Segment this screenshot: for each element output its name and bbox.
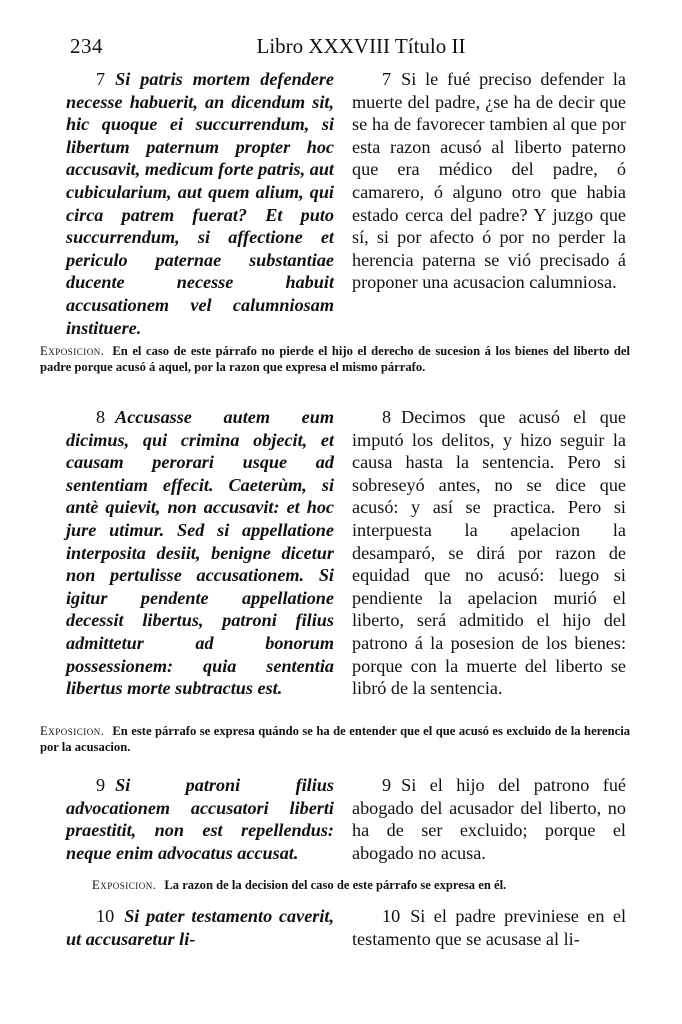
spanish-text: Decimos que acusó el que imputó los delitos, y hizo seguir la causa hasta la sentencia. Pero si sobreseyó antes, no se dice que acusó: y así se practica. Pero si interpuesta la apelacion la desamparó, se dirá por razon de equidad que no acusó: luego si pendiente la apelacion murió el liberto, será admitido el hijo del patrono á la posesion de los bienes: porque con la muerte del liberto se libró de la sentencia. xyxy=(352,407,626,699)
running-title: Libro XXXVIII Título II xyxy=(256,34,466,58)
page-number: 234 xyxy=(70,34,103,58)
section-number: 7 xyxy=(382,69,392,89)
latin-text: Si pater testamento caverit, ut accusaretur li- xyxy=(66,906,334,949)
exposicion-text: En este párrafo se expresa quándo se ha de entender que el que acusó es excluido de la herencia por la acusacion. xyxy=(40,724,630,754)
exposicion-7 xyxy=(40,344,630,375)
spanish-column xyxy=(352,68,626,294)
section-number: 8 xyxy=(96,407,106,427)
section-number: 8 xyxy=(382,407,392,427)
latin-text: Si patroni filius advocationem accusatori liberti praestitit, non est repellendus: neque enim advocatus accusat. xyxy=(66,775,334,863)
section-7 xyxy=(66,68,626,338)
section-number: 7 xyxy=(96,69,106,89)
exposicion-8 xyxy=(40,724,630,755)
page-header xyxy=(70,34,622,64)
latin-column xyxy=(66,68,334,339)
section-8 xyxy=(66,406,626,712)
exposicion-label: Exposicion. xyxy=(92,878,157,892)
exposicion-text: En el caso de este párrafo no pierde el hijo el derecho de sucesion á los bienes del liberto del padre porque acusó á aquel, por la razon que expresa el mismo párrafo. xyxy=(40,344,630,374)
spanish-column xyxy=(352,774,626,864)
latin-column xyxy=(66,774,334,864)
spanish-column xyxy=(352,905,626,950)
section-number: 10 xyxy=(96,906,115,926)
exposicion-text: La razon de la decision del caso de este párrafo se expresa en él. xyxy=(164,878,507,892)
section-10 xyxy=(66,905,626,965)
section-9 xyxy=(66,774,626,864)
spanish-text: Si le fué preciso defender la muerte del padre, ¿se ha de decir que se ha de favorecer tambien al que por esta razon acusó al liberto paterno que era médico del padre, ó camarero, ó alguno otro que habia estado cerca del padre? Y juzgo que sí, si por afecto ó por no perder la herencia paterna se vió precisado á proponer una acusacion calumniosa. xyxy=(352,69,626,293)
spanish-text: Si el padre previniese en el testamento que se acusase al li- xyxy=(352,906,626,949)
exposicion-9 xyxy=(40,878,630,894)
section-number: 10 xyxy=(382,906,401,926)
latin-column xyxy=(66,406,334,700)
latin-text: Accusasse autem eum dicimus, qui crimina objecit, et causam perorari usque ad sententiam effecit. Caeterùm, si antè quievit, non accusavit: et hoc jure utimur. Sed si appellatione interposita desiit, benigne dicetur non pertulisse accusationem. Si igitur pendente appellatione decessit libertus, patroni filius admittetur ad bonorum possessionem: quia sententia libertus morte subtractus est. xyxy=(66,407,334,699)
latin-column xyxy=(66,905,334,950)
latin-text: Si patris mortem defendere necesse habuerit, an dicendum sit, hic quoque ei succurrendum, si libertum paternum propter hoc accusavit, medicum forte patris, aut cubicularium, aut quem alium, qui circa patrem fuerat? Et puto succurrendum, si affectione et periculo paternae substantiae ducente necesse habuit accusationem vel calumniosam instituere. xyxy=(66,69,334,338)
spanish-column xyxy=(352,406,626,700)
exposicion-label: Exposicion. xyxy=(40,344,105,358)
spanish-text: Si el hijo del patrono fué abogado del acusador del liberto, no ha de ser excluido; porque el abogado no acusa. xyxy=(352,775,626,863)
exposicion-label: Exposicion. xyxy=(40,724,105,738)
section-number: 9 xyxy=(96,775,106,795)
section-number: 9 xyxy=(382,775,392,795)
